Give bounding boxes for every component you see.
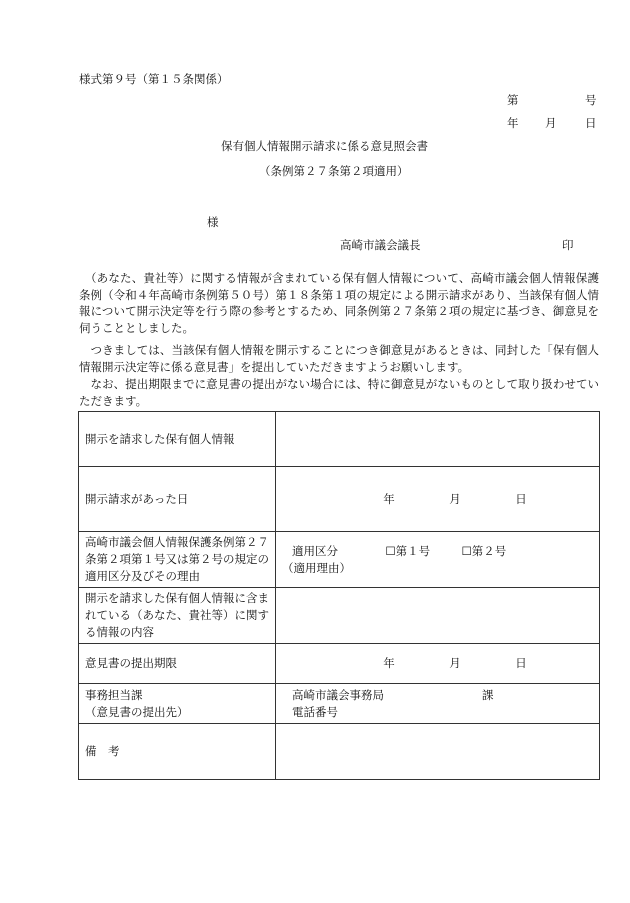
office-phone-label: 電話番号 bbox=[292, 704, 338, 719]
body-paragraph-3: なお、提出期限までに意見書の提出がない場合には、特に御意見がないものとして取り扱わせていただきます。 bbox=[79, 377, 599, 408]
deadline-day: 日 bbox=[515, 656, 527, 670]
table-row bbox=[79, 412, 600, 467]
table-row bbox=[79, 588, 600, 644]
number-suffix: 号 bbox=[585, 93, 597, 107]
date-month: 月 bbox=[545, 116, 557, 130]
row-label-office bbox=[79, 684, 276, 724]
row-value-deadline bbox=[276, 644, 600, 684]
deadline-month: 月 bbox=[449, 656, 461, 670]
applicable-reason-label: （適用理由） bbox=[282, 560, 351, 575]
body-paragraph-2: つきましては、当該保有個人情報を開示することにつき御意見があるときは、同封した「保有個人情報開示決定等に係る意見書」を提出していただきますようお願いします。 bbox=[79, 343, 599, 374]
form-number: 様式第９号（第１５条関係） bbox=[79, 72, 229, 86]
request-date-year: 年 bbox=[383, 491, 395, 506]
row-value-requested-info bbox=[276, 412, 600, 467]
office-label-line2: （意見書の提出先） bbox=[85, 704, 189, 719]
number-prefix: 第 bbox=[507, 93, 519, 107]
row-label-remarks: 備 考 bbox=[79, 724, 276, 780]
option-item-2: ☐第２号 bbox=[461, 543, 507, 558]
table-row bbox=[79, 644, 600, 684]
document-subtitle: （条例第２７条第２項適用） bbox=[259, 164, 409, 178]
office-name: 高崎市議会事務局 bbox=[292, 687, 384, 702]
date-day: 日 bbox=[585, 116, 597, 130]
deadline-year: 年 bbox=[383, 656, 395, 670]
addressee-honorific: 様 bbox=[207, 215, 219, 229]
row-value-remarks bbox=[276, 724, 600, 780]
seal-mark: 印 bbox=[562, 238, 574, 252]
office-label-line1: 事務担当課 bbox=[85, 687, 143, 702]
document-title: 保有個人情報開示請求に係る意見照会書 bbox=[221, 139, 428, 153]
row-label-request-date: 開示請求があった日 bbox=[79, 467, 276, 532]
row-label-deadline: 意見書の提出期限 bbox=[79, 644, 276, 684]
row-value-info-content bbox=[276, 588, 600, 644]
table-row bbox=[79, 467, 600, 532]
row-label-requested-info: 開示を請求した保有個人情報 bbox=[79, 412, 276, 467]
table-row bbox=[79, 532, 600, 588]
sender-name: 高崎市議会議長 bbox=[340, 238, 421, 252]
table-row bbox=[79, 684, 600, 724]
applicable-category-label: 適用区分 bbox=[292, 543, 338, 558]
option-item-1: ☐第１号 bbox=[385, 543, 431, 558]
row-value-applicable-category bbox=[276, 532, 600, 588]
office-section: 課 bbox=[482, 687, 494, 702]
table-row bbox=[79, 724, 600, 780]
request-date-month: 月 bbox=[449, 491, 461, 506]
request-date-day: 日 bbox=[515, 491, 527, 506]
row-value-request-date bbox=[276, 467, 600, 532]
body-paragraph-1: （あなた、貴社等）に関する情報が含まれている保有個人情報について、高崎市議会個人情報保護条例（令和４年高崎市条例第５０号）第１８条第１項の規定による開示請求があり、当該保有個人情報について開示決定等を行う際の参考とするため、同条例第２７条第２項の規定に基づき、御意見を伺うこととしました。 bbox=[79, 271, 599, 335]
date-year: 年 bbox=[507, 116, 519, 130]
info-table bbox=[78, 411, 600, 780]
row-value-office bbox=[276, 684, 600, 724]
row-label-info-content: 開示を請求した保有個人情報に含まれている（あなた、貴社等）に関する情報の内容 bbox=[79, 588, 276, 644]
row-label-applicable-category: 高崎市議会個人情報保護条例第２７条第２項第１号又は第２号の規定の適用区分及びその理由 bbox=[79, 532, 276, 588]
